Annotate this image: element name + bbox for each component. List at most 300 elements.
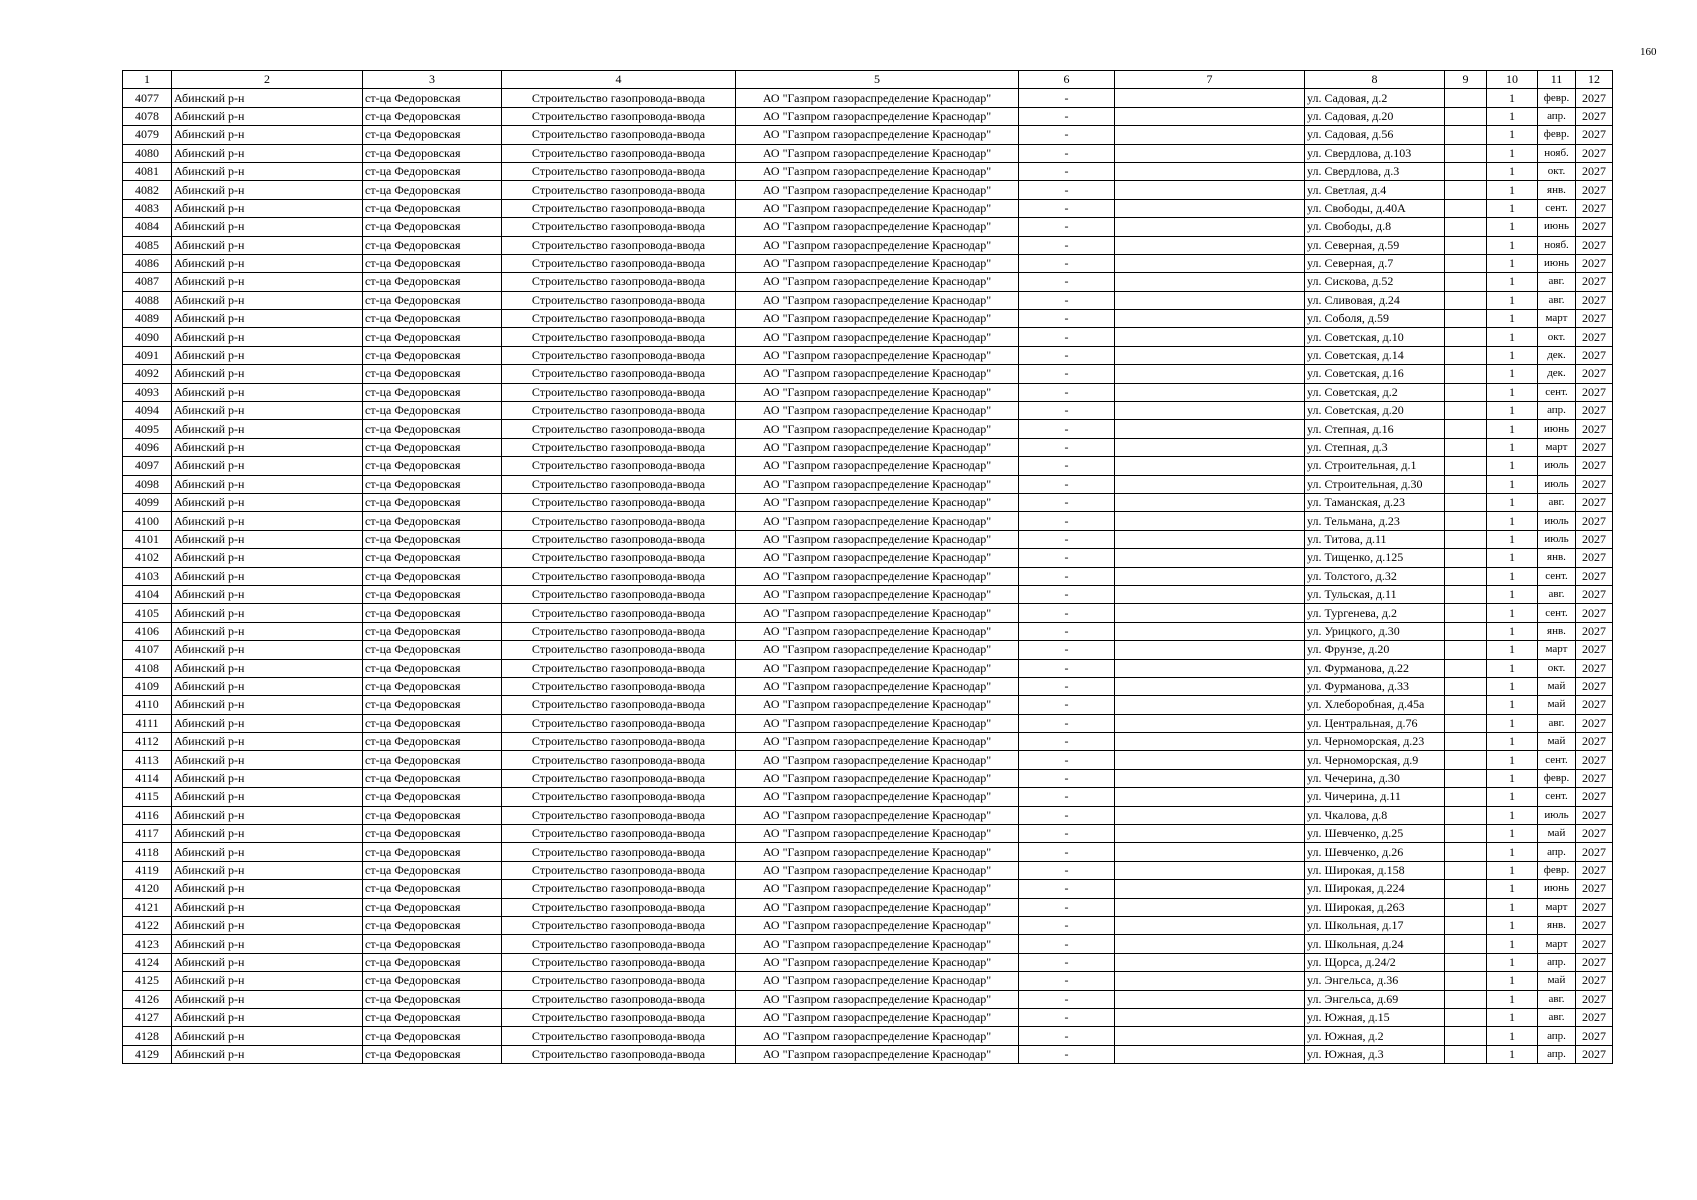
district-cell: Абинский р-н [172, 512, 363, 530]
year-cell: 2027 [1576, 843, 1613, 861]
month-cell: окт. [1538, 659, 1576, 677]
col6-cell: - [1019, 530, 1115, 548]
table-row [123, 898, 1613, 916]
table-row [123, 310, 1613, 328]
col6-cell: - [1019, 585, 1115, 603]
year-cell: 2027 [1576, 788, 1613, 806]
settlement-cell: ст-ца Федоровская [363, 107, 502, 125]
row-number-cell: 4083 [123, 199, 172, 217]
district-cell: Абинский р-н [172, 126, 363, 144]
row-number-cell: 4128 [123, 1027, 172, 1045]
col7-cell [1115, 659, 1305, 677]
address-cell: ул. Шевченко, д.26 [1305, 843, 1445, 861]
year-cell: 2027 [1576, 1027, 1613, 1045]
settlement-cell: ст-ца Федоровская [363, 438, 502, 456]
col7-cell [1115, 677, 1305, 695]
settlement-cell: ст-ца Федоровская [363, 457, 502, 475]
row-number-cell: 4116 [123, 806, 172, 824]
work-type-cell: Строительство газопровода-ввода [502, 953, 736, 971]
col6-cell: - [1019, 181, 1115, 199]
settlement-cell: ст-ца Федоровская [363, 493, 502, 511]
settlement-cell: ст-ца Федоровская [363, 328, 502, 346]
work-type-cell: Строительство газопровода-ввода [502, 806, 736, 824]
col7-cell [1115, 825, 1305, 843]
address-cell: ул. Широкая, д.224 [1305, 880, 1445, 898]
organization-cell: АО "Газпром газораспределение Краснодар" [736, 383, 1019, 401]
row-number-cell: 4121 [123, 898, 172, 916]
settlement-cell: ст-ца Федоровская [363, 806, 502, 824]
table-row [123, 696, 1613, 714]
month-cell: июнь [1538, 420, 1576, 438]
quantity-cell: 1 [1487, 751, 1538, 769]
column-header-5: 5 [736, 71, 1019, 89]
address-cell: ул. Свободы, д.40А [1305, 199, 1445, 217]
quantity-cell: 1 [1487, 604, 1538, 622]
month-cell: сент. [1538, 567, 1576, 585]
row-number-cell: 4085 [123, 236, 172, 254]
month-cell: июнь [1538, 254, 1576, 272]
col6-cell: - [1019, 218, 1115, 236]
col9-cell [1445, 677, 1487, 695]
col9-cell [1445, 254, 1487, 272]
row-number-cell: 4127 [123, 1008, 172, 1026]
col9-cell [1445, 1008, 1487, 1026]
col7-cell [1115, 549, 1305, 567]
work-type-cell: Строительство газопровода-ввода [502, 604, 736, 622]
year-cell: 2027 [1576, 659, 1613, 677]
col7-cell [1115, 218, 1305, 236]
col6-cell: - [1019, 733, 1115, 751]
col6-cell: - [1019, 126, 1115, 144]
table-row [123, 567, 1613, 585]
table-row [123, 1045, 1613, 1063]
table-row [123, 843, 1613, 861]
work-type-cell: Строительство газопровода-ввода [502, 990, 736, 1008]
col6-cell: - [1019, 512, 1115, 530]
organization-cell: АО "Газпром газораспределение Краснодар" [736, 199, 1019, 217]
district-cell: Абинский р-н [172, 107, 363, 125]
col6-cell: - [1019, 843, 1115, 861]
row-number-cell: 4104 [123, 585, 172, 603]
column-header-6: 6 [1019, 71, 1115, 89]
work-type-cell: Строительство газопровода-ввода [502, 567, 736, 585]
address-cell: ул. Советская, д.16 [1305, 365, 1445, 383]
year-cell: 2027 [1576, 714, 1613, 732]
month-cell: февр. [1538, 861, 1576, 879]
table-row [123, 254, 1613, 272]
work-type-cell: Строительство газопровода-ввода [502, 199, 736, 217]
district-cell: Абинский р-н [172, 622, 363, 640]
col9-cell [1445, 346, 1487, 364]
quantity-cell: 1 [1487, 199, 1538, 217]
year-cell: 2027 [1576, 236, 1613, 254]
settlement-cell: ст-ца Федоровская [363, 733, 502, 751]
year-cell: 2027 [1576, 972, 1613, 990]
month-cell: сент. [1538, 604, 1576, 622]
address-cell: ул. Широкая, д.158 [1305, 861, 1445, 879]
col9-cell [1445, 218, 1487, 236]
table-row [123, 788, 1613, 806]
organization-cell: АО "Газпром газораспределение Краснодар" [736, 273, 1019, 291]
settlement-cell: ст-ца Федоровская [363, 254, 502, 272]
district-cell: Абинский р-н [172, 530, 363, 548]
table-row [123, 181, 1613, 199]
quantity-cell: 1 [1487, 843, 1538, 861]
col7-cell [1115, 1008, 1305, 1026]
quantity-cell: 1 [1487, 825, 1538, 843]
col7-cell [1115, 254, 1305, 272]
organization-cell: АО "Газпром газораспределение Краснодар" [736, 530, 1019, 548]
col7-cell [1115, 1045, 1305, 1063]
settlement-cell: ст-ца Федоровская [363, 898, 502, 916]
col7-cell [1115, 916, 1305, 934]
year-cell: 2027 [1576, 825, 1613, 843]
year-cell: 2027 [1576, 346, 1613, 364]
year-cell: 2027 [1576, 254, 1613, 272]
work-type-cell: Строительство газопровода-ввода [502, 493, 736, 511]
row-number-cell: 4111 [123, 714, 172, 732]
table-row [123, 549, 1613, 567]
quantity-cell: 1 [1487, 457, 1538, 475]
settlement-cell: ст-ца Федоровская [363, 89, 502, 107]
organization-cell: АО "Газпром газораспределение Краснодар" [736, 107, 1019, 125]
col9-cell [1445, 1027, 1487, 1045]
year-cell: 2027 [1576, 218, 1613, 236]
work-type-cell: Строительство газопровода-ввода [502, 383, 736, 401]
col9-cell [1445, 604, 1487, 622]
address-cell: ул. Северная, д.7 [1305, 254, 1445, 272]
table-row [123, 144, 1613, 162]
month-cell: июль [1538, 530, 1576, 548]
work-type-cell: Строительство газопровода-ввода [502, 126, 736, 144]
col9-cell [1445, 89, 1487, 107]
month-cell: янв. [1538, 549, 1576, 567]
settlement-cell: ст-ца Федоровская [363, 402, 502, 420]
col6-cell: - [1019, 898, 1115, 916]
col7-cell [1115, 751, 1305, 769]
organization-cell: АО "Газпром газораспределение Краснодар" [736, 420, 1019, 438]
col6-cell: - [1019, 972, 1115, 990]
settlement-cell: ст-ца Федоровская [363, 714, 502, 732]
col7-cell [1115, 585, 1305, 603]
table-row [123, 990, 1613, 1008]
settlement-cell: ст-ца Федоровская [363, 218, 502, 236]
work-type-cell: Строительство газопровода-ввода [502, 107, 736, 125]
address-cell: ул. Чичерина, д.11 [1305, 788, 1445, 806]
settlement-cell: ст-ца Федоровская [363, 659, 502, 677]
quantity-cell: 1 [1487, 291, 1538, 309]
organization-cell: АО "Газпром газораспределение Краснодар" [736, 696, 1019, 714]
table-row [123, 972, 1613, 990]
work-type-cell: Строительство газопровода-ввода [502, 788, 736, 806]
month-cell: апр. [1538, 1027, 1576, 1045]
col9-cell [1445, 512, 1487, 530]
work-type-cell: Строительство газопровода-ввода [502, 273, 736, 291]
address-cell: ул. Черноморская, д.9 [1305, 751, 1445, 769]
column-header-9: 9 [1445, 71, 1487, 89]
col9-cell [1445, 769, 1487, 787]
organization-cell: АО "Газпром газораспределение Краснодар" [736, 880, 1019, 898]
quantity-cell: 1 [1487, 530, 1538, 548]
quantity-cell: 1 [1487, 107, 1538, 125]
month-cell: авг. [1538, 493, 1576, 511]
table-row [123, 806, 1613, 824]
address-cell: ул. Хлеборобная, д.45а [1305, 696, 1445, 714]
col9-cell [1445, 383, 1487, 401]
district-cell: Абинский р-н [172, 144, 363, 162]
col6-cell: - [1019, 861, 1115, 879]
work-type-cell: Строительство газопровода-ввода [502, 365, 736, 383]
col9-cell [1445, 162, 1487, 180]
settlement-cell: ст-ца Федоровская [363, 990, 502, 1008]
organization-cell: АО "Газпром газораспределение Краснодар" [736, 806, 1019, 824]
year-cell: 2027 [1576, 530, 1613, 548]
organization-cell: АО "Газпром газораспределение Краснодар" [736, 512, 1019, 530]
row-number-cell: 4102 [123, 549, 172, 567]
district-cell: Абинский р-н [172, 751, 363, 769]
settlement-cell: ст-ца Федоровская [363, 549, 502, 567]
organization-cell: АО "Газпром газораспределение Краснодар" [736, 438, 1019, 456]
district-cell: Абинский р-н [172, 291, 363, 309]
year-cell: 2027 [1576, 1045, 1613, 1063]
col6-cell: - [1019, 383, 1115, 401]
month-cell: июнь [1538, 880, 1576, 898]
quantity-cell: 1 [1487, 916, 1538, 934]
row-number-cell: 4094 [123, 402, 172, 420]
column-header-8: 8 [1305, 71, 1445, 89]
address-cell: ул. Свердлова, д.103 [1305, 144, 1445, 162]
col6-cell: - [1019, 604, 1115, 622]
quantity-cell: 1 [1487, 972, 1538, 990]
col6-cell: - [1019, 144, 1115, 162]
organization-cell: АО "Газпром газораспределение Краснодар" [736, 89, 1019, 107]
col6-cell: - [1019, 328, 1115, 346]
address-cell: ул. Строительная, д.30 [1305, 475, 1445, 493]
row-number-cell: 4087 [123, 273, 172, 291]
organization-cell: АО "Газпром газораспределение Краснодар" [736, 788, 1019, 806]
district-cell: Абинский р-н [172, 199, 363, 217]
address-cell: ул. Тельмана, д.23 [1305, 512, 1445, 530]
row-number-cell: 4078 [123, 107, 172, 125]
quantity-cell: 1 [1487, 181, 1538, 199]
row-number-cell: 4088 [123, 291, 172, 309]
row-number-cell: 4110 [123, 696, 172, 714]
work-type-cell: Строительство газопровода-ввода [502, 843, 736, 861]
address-cell: ул. Советская, д.10 [1305, 328, 1445, 346]
organization-cell: АО "Газпром газораспределение Краснодар" [736, 328, 1019, 346]
work-type-cell: Строительство газопровода-ввода [502, 438, 736, 456]
organization-cell: АО "Газпром газораспределение Краснодар" [736, 898, 1019, 916]
col6-cell: - [1019, 402, 1115, 420]
col6-cell: - [1019, 1008, 1115, 1026]
col9-cell [1445, 438, 1487, 456]
col9-cell [1445, 328, 1487, 346]
col7-cell [1115, 641, 1305, 659]
work-type-cell: Строительство газопровода-ввода [502, 420, 736, 438]
col6-cell: - [1019, 457, 1115, 475]
col6-cell: - [1019, 199, 1115, 217]
district-cell: Абинский р-н [172, 677, 363, 695]
work-type-cell: Строительство газопровода-ввода [502, 916, 736, 934]
district-cell: Абинский р-н [172, 475, 363, 493]
col7-cell [1115, 144, 1305, 162]
col9-cell [1445, 861, 1487, 879]
year-cell: 2027 [1576, 144, 1613, 162]
year-cell: 2027 [1576, 990, 1613, 1008]
address-cell: ул. Школьная, д.17 [1305, 916, 1445, 934]
settlement-cell: ст-ца Федоровская [363, 567, 502, 585]
organization-cell: АО "Газпром газораспределение Краснодар" [736, 365, 1019, 383]
row-number-cell: 4106 [123, 622, 172, 640]
table-row [123, 236, 1613, 254]
year-cell: 2027 [1576, 641, 1613, 659]
district-cell: Абинский р-н [172, 659, 363, 677]
col9-cell [1445, 402, 1487, 420]
organization-cell: АО "Газпром газораспределение Краснодар" [736, 622, 1019, 640]
district-cell: Абинский р-н [172, 604, 363, 622]
settlement-cell: ст-ца Федоровская [363, 880, 502, 898]
quantity-cell: 1 [1487, 641, 1538, 659]
col7-cell [1115, 935, 1305, 953]
address-cell: ул. Степная, д.3 [1305, 438, 1445, 456]
table-body [123, 89, 1613, 1064]
row-number-cell: 4103 [123, 567, 172, 585]
col9-cell [1445, 144, 1487, 162]
row-number-cell: 4105 [123, 604, 172, 622]
row-number-cell: 4129 [123, 1045, 172, 1063]
work-type-cell: Строительство газопровода-ввода [502, 935, 736, 953]
settlement-cell: ст-ца Федоровская [363, 622, 502, 640]
quantity-cell: 1 [1487, 438, 1538, 456]
quantity-cell: 1 [1487, 310, 1538, 328]
settlement-cell: ст-ца Федоровская [363, 1045, 502, 1063]
organization-cell: АО "Газпром газораспределение Краснодар" [736, 714, 1019, 732]
row-number-cell: 4115 [123, 788, 172, 806]
col6-cell: - [1019, 990, 1115, 1008]
district-cell: Абинский р-н [172, 714, 363, 732]
organization-cell: АО "Газпром газораспределение Краснодар" [736, 935, 1019, 953]
work-type-cell: Строительство газопровода-ввода [502, 89, 736, 107]
quantity-cell: 1 [1487, 126, 1538, 144]
col9-cell [1445, 199, 1487, 217]
district-cell: Абинский р-н [172, 162, 363, 180]
col9-cell [1445, 273, 1487, 291]
month-cell: июль [1538, 806, 1576, 824]
month-cell: апр. [1538, 953, 1576, 971]
table-row [123, 383, 1613, 401]
organization-cell: АО "Газпром газораспределение Краснодар" [736, 254, 1019, 272]
settlement-cell: ст-ца Федоровская [363, 972, 502, 990]
column-header-1: 1 [123, 71, 172, 89]
col9-cell [1445, 493, 1487, 511]
table-row [123, 935, 1613, 953]
address-cell: ул. Светлая, д.4 [1305, 181, 1445, 199]
col7-cell [1115, 328, 1305, 346]
quantity-cell: 1 [1487, 990, 1538, 1008]
row-number-cell: 4098 [123, 475, 172, 493]
district-cell: Абинский р-н [172, 438, 363, 456]
work-type-cell: Строительство газопровода-ввода [502, 898, 736, 916]
header-row [123, 71, 1613, 89]
table-row [123, 733, 1613, 751]
settlement-cell: ст-ца Федоровская [363, 604, 502, 622]
row-number-cell: 4077 [123, 89, 172, 107]
address-cell: ул. Свободы, д.8 [1305, 218, 1445, 236]
col6-cell: - [1019, 291, 1115, 309]
work-type-cell: Строительство газопровода-ввода [502, 549, 736, 567]
year-cell: 2027 [1576, 438, 1613, 456]
work-type-cell: Строительство газопровода-ввода [502, 512, 736, 530]
col7-cell [1115, 1027, 1305, 1045]
work-type-cell: Строительство газопровода-ввода [502, 769, 736, 787]
address-cell: ул. Фурманова, д.22 [1305, 659, 1445, 677]
district-cell: Абинский р-н [172, 493, 363, 511]
col7-cell [1115, 181, 1305, 199]
table-row [123, 880, 1613, 898]
row-number-cell: 4114 [123, 769, 172, 787]
month-cell: сент. [1538, 383, 1576, 401]
settlement-cell: ст-ца Федоровская [363, 383, 502, 401]
address-cell: ул. Советская, д.14 [1305, 346, 1445, 364]
col9-cell [1445, 420, 1487, 438]
col9-cell [1445, 567, 1487, 585]
settlement-cell: ст-ца Федоровская [363, 751, 502, 769]
table-row [123, 585, 1613, 603]
organization-cell: АО "Газпром газораспределение Краснодар" [736, 641, 1019, 659]
address-cell: ул. Сискова, д.52 [1305, 273, 1445, 291]
col7-cell [1115, 236, 1305, 254]
quantity-cell: 1 [1487, 144, 1538, 162]
organization-cell: АО "Газпром газораспределение Краснодар" [736, 181, 1019, 199]
col6-cell: - [1019, 769, 1115, 787]
quantity-cell: 1 [1487, 622, 1538, 640]
organization-cell: АО "Газпром газораспределение Краснодар" [736, 972, 1019, 990]
table-row [123, 714, 1613, 732]
district-cell: Абинский р-н [172, 273, 363, 291]
district-cell: Абинский р-н [172, 585, 363, 603]
work-type-cell: Строительство газопровода-ввода [502, 677, 736, 695]
address-cell: ул. Южная, д.15 [1305, 1008, 1445, 1026]
col9-cell [1445, 475, 1487, 493]
col9-cell [1445, 641, 1487, 659]
col9-cell [1445, 898, 1487, 916]
col6-cell: - [1019, 825, 1115, 843]
table-row [123, 328, 1613, 346]
table-row [123, 622, 1613, 640]
column-header-10: 10 [1487, 71, 1538, 89]
work-type-cell: Строительство газопровода-ввода [502, 291, 736, 309]
settlement-cell: ст-ца Федоровская [363, 475, 502, 493]
organization-cell: АО "Газпром газораспределение Краснодар" [736, 825, 1019, 843]
col7-cell [1115, 457, 1305, 475]
year-cell: 2027 [1576, 953, 1613, 971]
col7-cell [1115, 530, 1305, 548]
row-number-cell: 4084 [123, 218, 172, 236]
district-cell: Абинский р-н [172, 990, 363, 1008]
year-cell: 2027 [1576, 273, 1613, 291]
quantity-cell: 1 [1487, 714, 1538, 732]
address-cell: ул. Южная, д.2 [1305, 1027, 1445, 1045]
table-row [123, 457, 1613, 475]
table-row [123, 916, 1613, 934]
address-cell: ул. Степная, д.16 [1305, 420, 1445, 438]
col7-cell [1115, 769, 1305, 787]
address-cell: ул. Тищенко, д.125 [1305, 549, 1445, 567]
month-cell: март [1538, 898, 1576, 916]
organization-cell: АО "Газпром газораспределение Краснодар" [736, 126, 1019, 144]
district-cell: Абинский р-н [172, 236, 363, 254]
row-number-cell: 4095 [123, 420, 172, 438]
